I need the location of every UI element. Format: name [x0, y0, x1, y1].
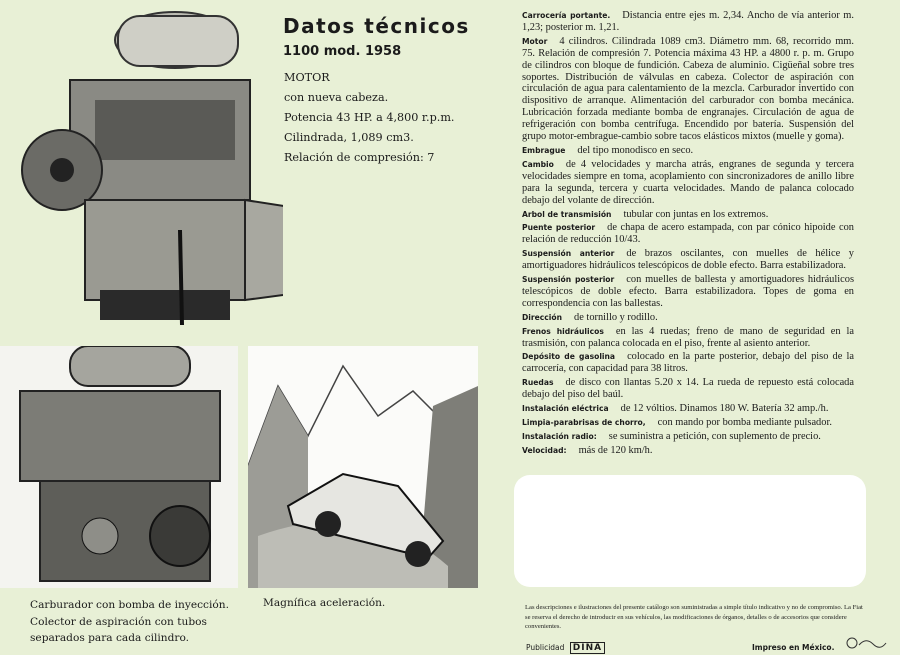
spec-item — [522, 248, 854, 272]
motor-line: Relación de compresión: 7 — [284, 151, 435, 164]
spec-text: Distancia entre ejes m. 2,34. Ancho de vía anterior m. 1,23; posterior m. 1,21. — [522, 10, 854, 33]
spec-label: Carrocería portante. — [522, 11, 611, 20]
page-title: Datos técnicos — [283, 14, 470, 38]
spec-item — [522, 10, 854, 34]
motor-line: con nueva cabeza. — [284, 91, 389, 104]
caption-engine — [30, 597, 240, 647]
printer-mark-logo — [846, 635, 888, 651]
printed-in-mexico: Impreso en México. — [752, 643, 835, 652]
spec-item — [522, 159, 854, 207]
spec-item — [522, 209, 854, 221]
spec-label: Suspensión anterior — [522, 249, 615, 259]
caption-acceleration: Magnífica aceleración. — [263, 597, 386, 609]
spec-label: Frenos hidráulicos — [522, 326, 604, 336]
spec-item — [522, 431, 854, 443]
spec-label: Instalación radio: — [522, 431, 597, 441]
spec-text: con muelles de ballesta y amortiguadores hidráulicos telescópicos de doble efecto. Barra estabilizadora. Topes de goma en correspondencia con las ballestas. — [522, 274, 854, 309]
spec-label: Limpia-parabrisas de chorro, — [522, 418, 646, 427]
spec-item — [522, 445, 854, 457]
motor-summary — [284, 68, 514, 168]
spec-text: se suministra a petición, con suplemento de precio. — [608, 430, 821, 442]
spec-item — [522, 145, 854, 157]
motor-heading: MOTOR — [284, 71, 330, 84]
spec-text: en las 4 ruedas; freno de mano de seguridad en la trasmisión, con palanca colocada en el piso, frente al asiento anterior. — [522, 325, 854, 349]
technical-specs — [522, 10, 854, 459]
spec-text: de brazos oscilantes, con muelles de hélice y amortiguadores hidráulicos telescópicos de doble efecto. Barra estabilizadora. — [522, 248, 854, 272]
spec-item — [522, 377, 854, 401]
spec-item — [522, 274, 854, 310]
motor-line: Potencia 43 HP. a 4,800 r.p.m. — [284, 111, 455, 124]
engine-photo — [0, 0, 283, 340]
spec-item — [522, 351, 854, 375]
caption-line: separados para cada cilindro. — [30, 632, 190, 644]
spec-text: tubular con juntas en los extremos. — [623, 208, 769, 220]
spec-item — [522, 36, 854, 143]
spec-label: Suspensión posterior — [522, 275, 615, 285]
spec-text: de chapa de acero estampada, con par cónico hipoide con relación de reducción 10/43. — [522, 222, 855, 246]
spec-item — [522, 312, 854, 324]
spec-text: de 4 velocidades y marcha atrás, engranes de segunda y tercera velocidades siempre en toma, acoplamiento con sincronizadores de anillo libre para la segunda, tercera y cuarta velocidades. Mando de palanca colocado debajo del volante de dirección. — [522, 158, 854, 206]
caption-line: Colector de aspiración con tubos — [30, 615, 207, 628]
title-block — [283, 14, 513, 59]
engine-closeup-photo — [0, 346, 238, 588]
blank-stamp-box — [514, 475, 866, 587]
disclaimer-text: Las descripciones e ilustraciones del presente catálogo son suministradas a simple título indicativo y no de compromiso. La Fiat se reserva el derecho de introducir en sus vehículos, las modificaciones de órganos, detalles o de accesorios que considere convenientes. — [525, 604, 863, 631]
spec-label: Depósito de gasolina — [522, 352, 616, 362]
car-mountain-illustration — [248, 346, 478, 588]
spec-item — [522, 417, 854, 429]
spec-item — [522, 403, 854, 415]
spec-text: de disco con llantas 5.20 x 14. La rueda de repuesto está colocada debajo del piso del baúl. — [522, 377, 854, 401]
spec-text: más de 120 km/h. — [578, 444, 653, 456]
spec-text: de 12 vóltios. Dinamos 180 W. Batería 32 amp./h. — [620, 403, 829, 415]
spec-label: Motor — [522, 36, 548, 46]
publicity-label: Publicidad — [526, 643, 565, 652]
spec-item — [522, 222, 854, 246]
spec-label: Velocidad: — [522, 445, 567, 455]
spec-label: Ruedas — [522, 378, 554, 388]
spec-label: Embrague — [522, 145, 566, 155]
spec-text: colocado en la parte posterior, debajo del piso de la carrocería, con capacidad para 38 litros. — [522, 351, 854, 375]
spec-text: de tornillo y rodillo. — [574, 311, 658, 323]
spec-text: del tipo monodisco en seco. — [577, 144, 694, 156]
model-subtitle: 1100 mod. 1958 — [283, 44, 402, 59]
spec-item — [522, 326, 854, 350]
spec-text: 4 cilindros. Cilindrada 1089 cm3. Diámetro mm. 68, recorrido mm. 75. Relación de compresión 7. Potencia máxima 43 HP. a 4800 r. p. m. Grupo de cilindros con bloque de fundición. Cabeza de aluminio. Cigüeñal sobre tres soportes. Distribución de válvulas en cabeza. Colector de aspiración con circulación de agua para calentamiento de la mezcla. Carburador invertido con dispositivo de arranque. Alimentación del carburador con bomba mecánica. Lubricación forzada mediante bomba de engranajes. Circulación de agua de refrigeración con bomba centrífuga. Encendido por batería. Suspensión del grupo motor-embrague-cambio sobre tacos elásticos mixtos (muelle y goma). — [522, 35, 854, 143]
spec-label: Dirección — [522, 312, 563, 322]
spec-text: con mando por bomba mediante pulsador. — [657, 417, 832, 428]
spec-label: Instalación eléctrica — [522, 404, 609, 414]
dina-logo: DINA — [570, 642, 605, 654]
spec-label: Arbol de transmisión — [522, 209, 612, 219]
motor-line: Cilindrada, 1,089 cm3. — [284, 131, 414, 144]
caption-line: Carburador con bomba de inyección. — [30, 599, 229, 611]
spec-label: Puente posterior — [522, 223, 596, 233]
spec-label: Cambio — [522, 159, 554, 169]
